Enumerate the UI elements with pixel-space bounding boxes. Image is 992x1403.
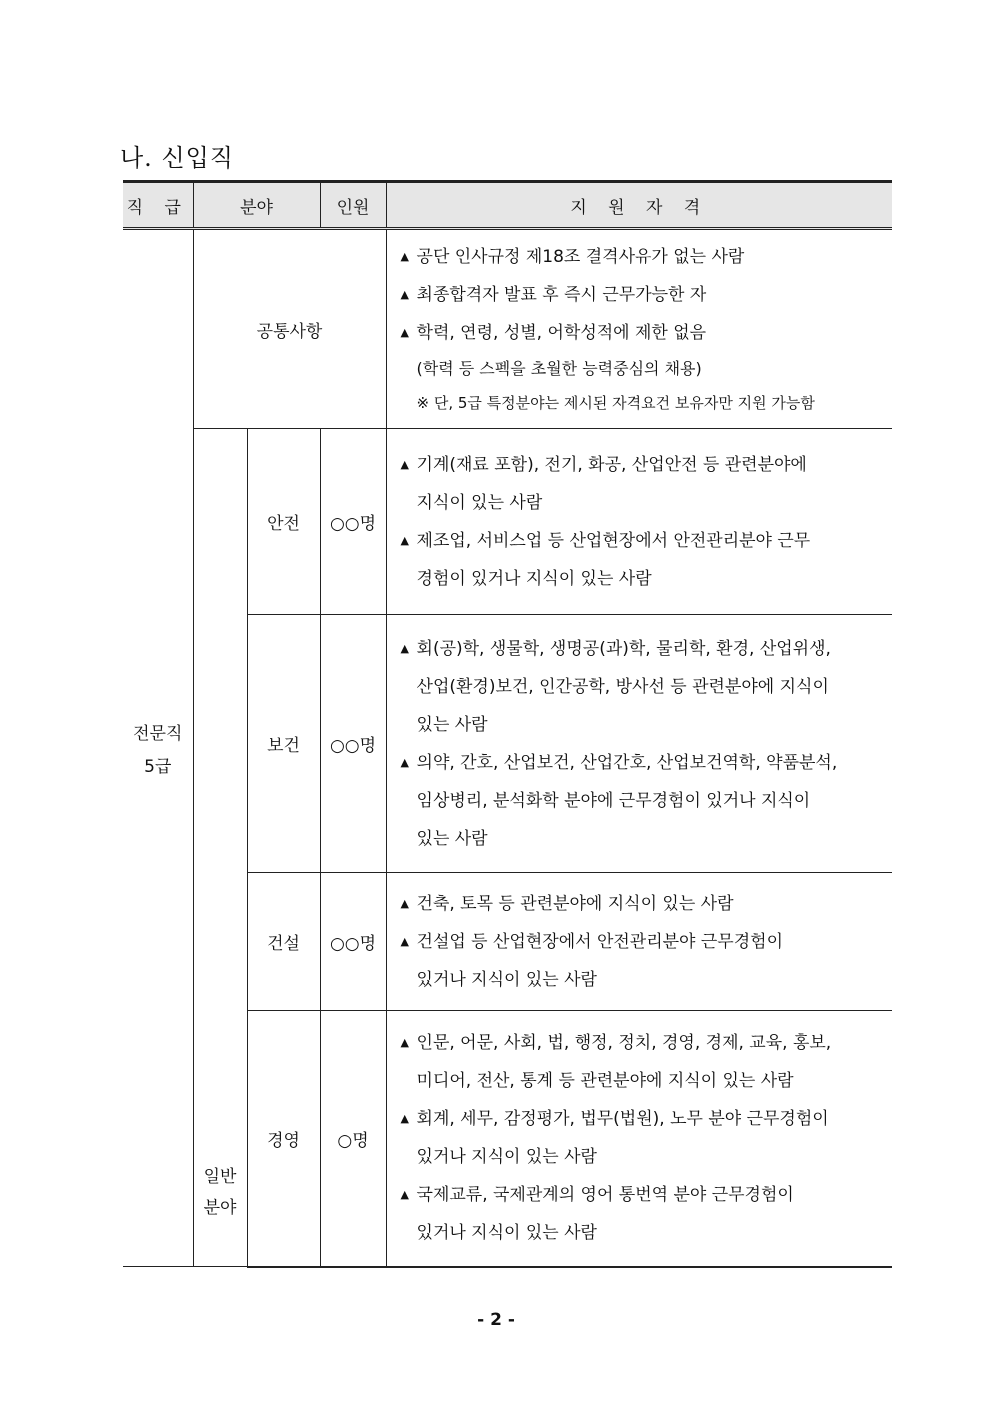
- common-item-text: 공단 인사규정 제18조 결격사유가 없는 사람: [416, 247, 745, 267]
- qual-text: 회(공)학, 생물학, 생명공(과)학, 물리학, 환경, 산업위생,: [416, 638, 831, 659]
- qual-item: [401, 1176, 881, 1214]
- qual-item-cont: 산업(환경)보건, 인간공학, 방사선 등 관련분야에 지식이: [416, 676, 829, 697]
- common-qualifications: [386, 229, 892, 429]
- qual-text: 인문, 어문, 사회, 법, 행정, 정치, 경영, 경제, 교육, 홍보,: [416, 1033, 832, 1054]
- qual-item: [401, 885, 881, 923]
- header-field: 분야: [193, 182, 320, 229]
- common-item: [401, 314, 881, 352]
- table-header-row: [123, 182, 892, 229]
- page-number: - 2 -: [477, 1310, 515, 1330]
- bullet-triangle-icon: ▲: [400, 1188, 409, 1202]
- bullet-triangle-icon: ▲: [400, 288, 409, 301]
- requirements-table: [123, 180, 892, 1268]
- section-title: 나. 신입직: [120, 144, 234, 172]
- field-name: 보건: [247, 615, 320, 873]
- qual-item: [401, 630, 881, 668]
- qual-item: [401, 744, 881, 782]
- common-item-text: 최종합격자 발표 후 즉시 근무가능한 자: [416, 285, 707, 305]
- qual-item-cont: 임상병리, 분석화학 분야에 근무경험이 있거나 지식이: [416, 790, 811, 811]
- qual-text: 의약, 간호, 산업보건, 산업간호, 산업보건역학, 약품분석,: [416, 752, 838, 773]
- qual-item-cont: 있는 사람: [416, 828, 488, 849]
- general-line-2: 분야: [203, 1198, 237, 1218]
- header-grade: 직 급: [123, 182, 193, 229]
- bullet-triangle-icon: ▲: [400, 457, 409, 471]
- bullet-triangle-icon: ▲: [400, 250, 409, 263]
- common-item: [401, 238, 881, 276]
- field-qualifications: [386, 873, 892, 1011]
- general-field-cell: [193, 429, 247, 1267]
- bullet-triangle-icon: ▲: [400, 1036, 409, 1050]
- qual-text: 제조업, 서비스업 등 산업현장에서 안전관리분야 근무: [416, 530, 811, 551]
- common-item-text: 학력, 연령, 성별, 어학성적에 제한 없음: [416, 323, 707, 343]
- qual-item-cont: 있거나 지식이 있는 사람: [416, 969, 597, 990]
- headcount: ○○명: [320, 873, 386, 1011]
- bullet-triangle-icon: ▲: [400, 326, 409, 339]
- qual-text: 건설업 등 산업현장에서 안전관리분야 근무경험이: [416, 931, 783, 952]
- field-name: 안전: [247, 429, 320, 615]
- header-count: 인원: [320, 182, 386, 229]
- header-qualification: 지 원 자 격: [386, 182, 892, 229]
- field-qualifications: [386, 1011, 892, 1267]
- bullet-triangle-icon: ▲: [400, 755, 409, 769]
- bullet-triangle-icon: ▲: [400, 934, 409, 948]
- qual-text: 국제교류, 국제관계의 영어 통번역 분야 근무경험이: [416, 1185, 794, 1206]
- bullet-triangle-icon: ▲: [400, 896, 409, 910]
- general-line-1: 일반: [203, 1167, 237, 1187]
- qual-text: 기계(재료 포함), 전기, 화공, 산업안전 등 관련분야에: [416, 454, 807, 475]
- common-label: 공통사항: [193, 229, 386, 429]
- common-note-1: (학력 등 스펙을 초월한 능력중심의 채용): [416, 359, 702, 378]
- qual-text: 회계, 세무, 감정평가, 법무(법원), 노무 분야 근무경험이: [416, 1109, 829, 1130]
- qual-item: [401, 522, 881, 560]
- qual-text: 건축, 토목 등 관련분야에 지식이 있는 사람: [416, 893, 734, 914]
- qual-item-cont: 미디어, 전산, 통계 등 관련분야에 지식이 있는 사람: [416, 1071, 794, 1092]
- headcount: ○○명: [320, 615, 386, 873]
- qual-item: [401, 446, 881, 484]
- grade-line-2: 5급: [144, 757, 172, 777]
- grade-line-1: 전문직: [133, 724, 183, 744]
- field-qualifications: [386, 429, 892, 615]
- qual-item-cont: 있는 사람: [416, 714, 488, 735]
- bullet-triangle-icon: ▲: [400, 533, 409, 547]
- field-name: 경영: [247, 1011, 320, 1267]
- qual-item-cont: 있거나 지식이 있는 사람: [416, 1147, 597, 1168]
- common-item: [401, 276, 881, 314]
- qual-item: [401, 1024, 881, 1062]
- headcount: ○○명: [320, 429, 386, 615]
- common-row: [123, 229, 892, 429]
- qual-item: [401, 923, 881, 961]
- common-note-2: ※ 단, 5급 특정분야는 제시된 자격요건 보유자만 지원 가능함: [416, 394, 815, 412]
- qual-item-cont: 지식이 있는 사람: [416, 492, 543, 513]
- headcount: ○명: [320, 1011, 386, 1267]
- grade-cell: [123, 229, 193, 1267]
- bullet-triangle-icon: ▲: [400, 1112, 409, 1126]
- bullet-triangle-icon: ▲: [400, 641, 409, 655]
- qual-item-cont: 경험이 있거나 지식이 있는 사람: [416, 568, 652, 589]
- field-qualifications: [386, 615, 892, 873]
- field-name: 건설: [247, 873, 320, 1011]
- qual-item-cont: 있거나 지식이 있는 사람: [416, 1223, 597, 1244]
- qual-item: [401, 1100, 881, 1138]
- field-row-safety: [123, 429, 892, 615]
